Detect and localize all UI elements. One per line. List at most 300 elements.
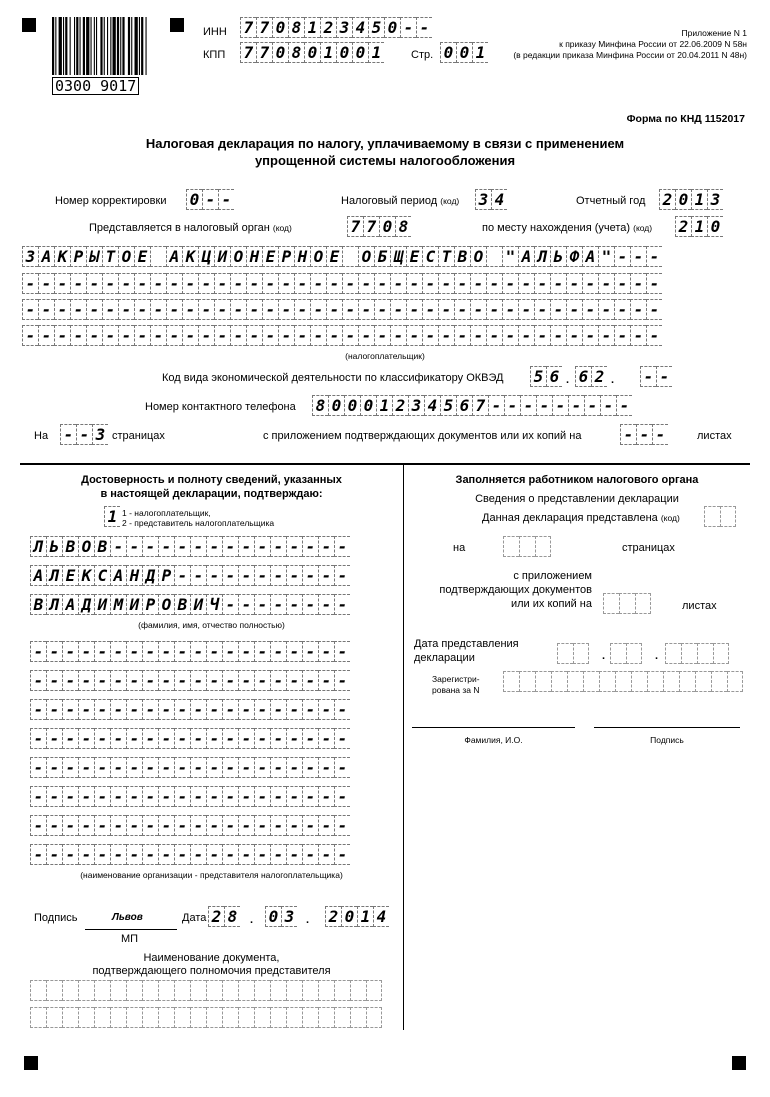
char-cell: - [30, 728, 46, 749]
empty-cell [713, 643, 729, 664]
char-cell: - [286, 815, 302, 836]
signature-value: Львов [112, 912, 143, 923]
okved-field-part1[interactable] [530, 366, 562, 387]
org-row-8[interactable] [30, 844, 350, 865]
char-cell: - [174, 536, 190, 557]
officer-surname-caption: Фамилия, И.О. [464, 735, 523, 745]
char-cell: - [222, 844, 238, 865]
char-cell: - [46, 670, 62, 691]
kpp-field[interactable] [240, 42, 384, 63]
char-cell: - [486, 325, 502, 346]
char-cell: - [182, 299, 198, 320]
char-cell: - [126, 815, 142, 836]
char-cell: М [110, 594, 126, 615]
empty-cell [551, 671, 567, 692]
barcode-bar [55, 17, 56, 75]
char-cell: - [270, 757, 286, 778]
char-cell: 0 [304, 42, 320, 63]
char-cell: - [142, 844, 158, 865]
tax-authority-field[interactable] [347, 216, 411, 237]
empty-cell [78, 980, 94, 1001]
char-cell: - [614, 325, 630, 346]
char-cell: Т [438, 246, 454, 267]
barcode-bar [122, 17, 124, 75]
submitted-code-field[interactable] [704, 506, 736, 527]
date-dot-1: . [250, 914, 254, 926]
pages-prefix: На [34, 430, 49, 442]
empty-cell [503, 536, 519, 557]
char-cell: - [334, 670, 350, 691]
char-cell: - [102, 273, 118, 294]
char-cell: - [374, 325, 390, 346]
char-cell: - [600, 395, 616, 416]
char-cell: - [486, 273, 502, 294]
char-cell: - [334, 786, 350, 807]
signer-surname-row[interactable] [30, 536, 350, 557]
char-cell: - [422, 273, 438, 294]
char-cell: - [334, 815, 350, 836]
char-cell: - [502, 273, 518, 294]
char-cell: - [150, 299, 166, 320]
empty-cell [222, 1007, 238, 1028]
char-cell: - [22, 273, 38, 294]
tax-authority-label [89, 222, 292, 235]
char-cell: - [342, 273, 358, 294]
inn-field[interactable] [240, 17, 432, 38]
empty-cell [615, 671, 631, 692]
date-month-field[interactable] [265, 906, 297, 927]
char-cell: - [134, 325, 150, 346]
taxpayer-name-row-2[interactable] [22, 273, 662, 294]
char-cell: - [534, 299, 550, 320]
empty-cell [142, 1007, 158, 1028]
barcode-bar [117, 17, 119, 75]
char-cell: - [30, 641, 46, 662]
declaration-title-line1: Налоговая декларация по налогу, уплачиваемому в связи с применением [145, 136, 625, 151]
char-cell: - [174, 844, 190, 865]
signer-name-row[interactable] [30, 565, 350, 586]
left-heading-line1: Достоверность и полноту сведений, указанных [81, 474, 342, 486]
char-cell: - [94, 728, 110, 749]
char-cell: С [422, 246, 438, 267]
char-cell: - [334, 757, 350, 778]
char-cell: - [62, 844, 78, 865]
char-cell: - [262, 299, 278, 320]
date-day-field[interactable] [208, 906, 240, 927]
char-cell: 4 [491, 189, 507, 210]
doc-row-1[interactable] [30, 980, 382, 1001]
char-cell: - [254, 844, 270, 865]
empty-cell [254, 980, 270, 1001]
char-cell: - [30, 815, 46, 836]
char-cell: - [174, 670, 190, 691]
char-cell: - [302, 670, 318, 691]
char-cell: - [656, 366, 672, 387]
char-cell: - [54, 299, 70, 320]
char-cell: - [238, 641, 254, 662]
char-cell: - [230, 299, 246, 320]
char-cell: - [86, 325, 102, 346]
char-cell: - [166, 325, 182, 346]
char-cell: - [158, 641, 174, 662]
period-field[interactable] [475, 189, 507, 210]
char-cell: - [616, 395, 632, 416]
okved-dot-2: . [611, 374, 615, 386]
char-cell: Л [30, 536, 46, 557]
char-cell: - [646, 299, 662, 320]
signature-label: Подпись [34, 912, 78, 924]
char-cell: - [238, 815, 254, 836]
barcode-bar [83, 17, 85, 75]
taxpayer-name-row-3[interactable] [22, 299, 662, 320]
org-row-2[interactable] [30, 670, 350, 691]
char-cell: Л [534, 246, 550, 267]
char-cell: - [150, 325, 166, 346]
char-cell: - [46, 728, 62, 749]
empty-cell [254, 1007, 270, 1028]
section-divider [20, 463, 750, 465]
char-cell: - [400, 17, 416, 38]
empty-cell [46, 1007, 62, 1028]
received-pages-field[interactable] [503, 536, 551, 557]
reg-line2: рована за N [432, 685, 480, 695]
empty-cell [704, 506, 720, 527]
char-cell: 3 [281, 906, 297, 927]
barcode-bar [96, 17, 97, 75]
received-day-field[interactable] [557, 643, 589, 664]
char-cell: - [22, 325, 38, 346]
char-cell: - [310, 273, 326, 294]
char-cell: - [286, 641, 302, 662]
signer-patronymic-row[interactable] [30, 594, 350, 615]
empty-cell [366, 1007, 382, 1028]
barcode-bar [59, 17, 62, 75]
registration-number-field[interactable] [503, 671, 743, 692]
char-cell: - [488, 395, 504, 416]
char-cell: - [78, 728, 94, 749]
pages-field[interactable] [60, 424, 108, 445]
org-row-4[interactable] [30, 728, 350, 749]
char-cell: В [94, 536, 110, 557]
char-cell: - [318, 728, 334, 749]
char-cell: - [76, 424, 92, 445]
char-cell: - [246, 325, 262, 346]
char-cell: - [326, 273, 342, 294]
char-cell: - [566, 273, 582, 294]
date-year-field[interactable] [325, 906, 389, 927]
date-submitted-line1: Дата представления [414, 638, 519, 650]
char-cell: 0 [456, 42, 472, 63]
char-cell: - [310, 299, 326, 320]
char-cell: - [206, 844, 222, 865]
empty-cell [519, 536, 535, 557]
taxpayer-name-row-1[interactable] [22, 246, 662, 267]
char-cell: - [342, 299, 358, 320]
char-cell: - [486, 299, 502, 320]
char-cell: - [334, 728, 350, 749]
year-label: Отчетный год [576, 195, 646, 207]
char-cell: - [218, 189, 234, 210]
attach-line2: подтверждающих документов [439, 584, 592, 596]
empty-cell [110, 1007, 126, 1028]
char-cell: - [246, 299, 262, 320]
char-cell: - [294, 273, 310, 294]
char-cell: - [254, 565, 270, 586]
char-cell: А [110, 565, 126, 586]
char-cell: - [334, 565, 350, 586]
char-cell: 8 [312, 395, 328, 416]
received-date-dot-2: . [655, 650, 659, 662]
char-cell: - [566, 299, 582, 320]
char-cell: - [518, 299, 534, 320]
empty-cell [190, 1007, 206, 1028]
pages-label: страницах [622, 542, 675, 554]
char-cell: - [422, 299, 438, 320]
char-cell: - [182, 273, 198, 294]
char-cell: 7 [240, 42, 256, 63]
char-cell: 0 [344, 395, 360, 416]
char-cell: - [270, 815, 286, 836]
date-label: Дата [182, 912, 207, 924]
char-cell: - [190, 815, 206, 836]
char-cell: - [598, 273, 614, 294]
char-cell: - [38, 299, 54, 320]
char-cell: - [60, 424, 76, 445]
corner-marker-bottom-right [732, 1056, 746, 1070]
empty-cell [695, 671, 711, 692]
doc-label-line1: Наименование документа, [143, 952, 280, 964]
char-cell: - [158, 699, 174, 720]
right-subheading: Сведения о представлении декларации [475, 493, 679, 505]
char-cell: - [202, 189, 218, 210]
char-cell: - [390, 273, 406, 294]
char-cell: 0 [336, 42, 352, 63]
attachments-suffix: листах [697, 430, 732, 442]
empty-cell [318, 980, 334, 1001]
empty-cell [286, 980, 302, 1001]
char-cell: - [582, 325, 598, 346]
inn-label: ИНН [203, 26, 227, 38]
org-row-5[interactable] [30, 757, 350, 778]
char-cell: - [142, 641, 158, 662]
char-cell: - [334, 844, 350, 865]
signer-type-field[interactable] [104, 506, 120, 527]
char-cell: - [302, 786, 318, 807]
char-cell: - [238, 699, 254, 720]
char-cell: - [222, 594, 238, 615]
char-cell: - [326, 325, 342, 346]
received-date-dot-1: . [602, 650, 606, 662]
empty-cell [142, 980, 158, 1001]
char-cell: - [470, 273, 486, 294]
char-cell: А [62, 594, 78, 615]
char-cell: - [278, 299, 294, 320]
empty-cell [679, 671, 695, 692]
empty-cell [626, 643, 642, 664]
char-cell: - [582, 299, 598, 320]
received-month-field[interactable] [610, 643, 642, 664]
char-cell: - [230, 273, 246, 294]
char-cell: 5 [440, 395, 456, 416]
char-cell: - [70, 325, 86, 346]
char-cell: - [38, 325, 54, 346]
barcode-bar [113, 17, 116, 75]
char-cell: Л [46, 594, 62, 615]
char-cell: - [536, 395, 552, 416]
char-cell: - [640, 366, 656, 387]
char-cell: - [110, 844, 126, 865]
char-cell: - [62, 757, 78, 778]
char-cell: 4 [424, 395, 440, 416]
char-cell: - [62, 786, 78, 807]
char-cell: - [46, 757, 62, 778]
char-cell: - [190, 536, 206, 557]
officer-surname-line [412, 727, 575, 728]
char-cell: И [214, 246, 230, 267]
char-cell: - [206, 786, 222, 807]
char-cell: - [190, 670, 206, 691]
char-cell [150, 246, 166, 267]
char-cell: - [270, 786, 286, 807]
empty-cell [222, 980, 238, 1001]
empty-cell [238, 980, 254, 1001]
taxpayer-name-row-4[interactable] [22, 325, 662, 346]
char-cell: - [286, 757, 302, 778]
char-cell: А [166, 246, 182, 267]
char-cell: - [318, 786, 334, 807]
char-cell: - [174, 815, 190, 836]
char-cell: - [78, 641, 94, 662]
char-cell: - [46, 641, 62, 662]
char-cell: - [62, 815, 78, 836]
char-cell: - [134, 299, 150, 320]
char-cell: - [174, 641, 190, 662]
empty-cell [599, 671, 615, 692]
char-cell: - [630, 273, 646, 294]
barcode-bar [65, 17, 67, 75]
char-cell: - [620, 424, 636, 445]
char-cell: - [318, 536, 334, 557]
char-cell: - [652, 424, 668, 445]
char-cell: - [214, 325, 230, 346]
received-sheets-field[interactable] [603, 593, 651, 614]
okved-field-part2[interactable] [575, 366, 607, 387]
pages-suffix: страницах [112, 430, 165, 442]
char-cell: 0 [707, 216, 723, 237]
char-cell: - [158, 757, 174, 778]
org-row-1[interactable] [30, 641, 350, 662]
page-number-field[interactable] [440, 42, 488, 63]
attachments-field[interactable] [620, 424, 668, 445]
char-cell: - [22, 299, 38, 320]
char-cell: - [416, 17, 432, 38]
char-cell: - [94, 670, 110, 691]
char-cell: 8 [288, 17, 304, 38]
signer-option-2: 2 - представитель налогоплательщика [122, 518, 275, 528]
char-cell: - [326, 299, 342, 320]
char-cell: - [230, 325, 246, 346]
char-cell: - [286, 728, 302, 749]
empty-cell [631, 671, 647, 692]
empty-cell [535, 536, 551, 557]
char-cell: - [102, 325, 118, 346]
char-cell: - [38, 273, 54, 294]
char-cell: 8 [395, 216, 411, 237]
correction-field[interactable] [186, 189, 234, 210]
org-row-6[interactable] [30, 786, 350, 807]
empty-cell [94, 1007, 110, 1028]
char-cell: - [584, 395, 600, 416]
empty-cell [318, 1007, 334, 1028]
char-cell: Ь [46, 536, 62, 557]
empty-cell [567, 671, 583, 692]
period-label [341, 195, 459, 208]
okved-field-part3[interactable] [640, 366, 672, 387]
char-cell: - [94, 815, 110, 836]
char-cell: З [22, 246, 38, 267]
empty-cell [681, 643, 697, 664]
officer-signature-caption: Подпись [650, 735, 684, 745]
empty-cell [206, 980, 222, 1001]
char-cell: И [126, 594, 142, 615]
char-cell: А [582, 246, 598, 267]
empty-cell [270, 1007, 286, 1028]
barcode-bar [110, 17, 111, 75]
year-field[interactable] [659, 189, 723, 210]
char-cell: 7 [256, 42, 272, 63]
org-row-7[interactable] [30, 815, 350, 836]
doc-row-2[interactable] [30, 1007, 382, 1028]
char-cell: - [534, 325, 550, 346]
received-year-field[interactable] [665, 643, 729, 664]
char-cell: - [422, 325, 438, 346]
location-field[interactable] [675, 216, 723, 237]
char-cell: - [222, 536, 238, 557]
char-cell: - [86, 273, 102, 294]
form-code: Форма по КНД 1152017 [626, 113, 745, 125]
char-cell: 1 [320, 42, 336, 63]
char-cell: - [46, 786, 62, 807]
char-cell: - [286, 670, 302, 691]
char-cell: - [214, 299, 230, 320]
barcode-bar [120, 17, 121, 75]
char-cell: Д [142, 565, 158, 586]
char-cell: - [454, 299, 470, 320]
empty-cell [286, 1007, 302, 1028]
char-cell: - [254, 641, 270, 662]
char-cell: - [222, 757, 238, 778]
char-cell: - [518, 273, 534, 294]
char-cell: - [158, 844, 174, 865]
org-row-3[interactable] [30, 699, 350, 720]
char-cell: 3 [336, 17, 352, 38]
empty-cell [519, 671, 535, 692]
barcode-bar [52, 17, 54, 75]
phone-field[interactable] [312, 395, 632, 416]
char-cell: - [110, 641, 126, 662]
empty-cell [711, 671, 727, 692]
char-cell: Р [158, 565, 174, 586]
char-cell: - [302, 536, 318, 557]
char-cell: 3 [92, 424, 108, 445]
char-cell: 3 [707, 189, 723, 210]
barcode-bar [131, 17, 132, 75]
char-cell: - [504, 395, 520, 416]
char-cell: - [286, 594, 302, 615]
char-cell [486, 246, 502, 267]
char-cell: О [470, 246, 486, 267]
char-cell: - [518, 325, 534, 346]
